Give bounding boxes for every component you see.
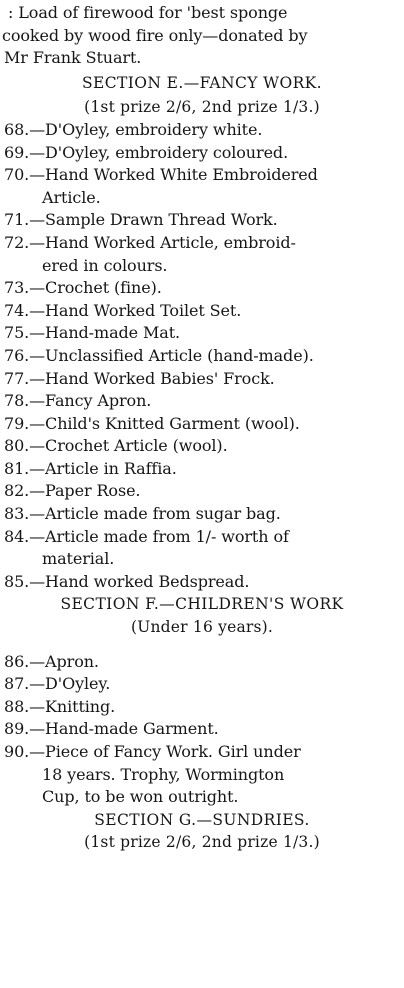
list-item: 77.—Hand Worked Babies' Frock. [4, 368, 275, 388]
list-item: 83.—Article made from sugar bag. [4, 504, 281, 524]
list-item: 84.—Article made from 1/- worth of [4, 526, 289, 546]
list-item: 90.—Piece of Fancy Work. Girl under [4, 742, 301, 761]
list-item: 71.—Sample Drawn Thread Work. [4, 210, 278, 230]
list-item: 87.—D'Oyley. [4, 674, 111, 694]
list-item: 75.—Hand-made Mat. [4, 323, 181, 343]
section-f-subheading: (Under 16 years). [130, 618, 274, 637]
list-item: 89.—Hand-made Garment. [4, 719, 219, 739]
section-e-heading: SECTION E.—FANCY WORK. [82, 73, 322, 92]
section-e-prizes: (1st prize 2/6, 2nd prize 1/3.) [84, 98, 320, 117]
list-item: 86.—Apron. [4, 651, 99, 671]
intro-line-1: : Load of firewood for 'best sponge [8, 3, 288, 22]
list-item: 88.—Knitting. [4, 696, 116, 716]
list-item: 85.—Hand worked Bedspread. [4, 571, 250, 591]
intro-line-2: cooked by wood fire only—donated by [2, 25, 308, 45]
list-item: 82.—Paper Rose. [4, 481, 141, 501]
list-item: 70.—Hand Worked White Embroidered [4, 165, 318, 185]
list-item: 74.—Hand Worked Toilet Set. [4, 300, 242, 320]
list-item: 68.—D'Oyley, embroidery white. [4, 119, 263, 139]
intro-line-3: Mr Frank Stuart. [4, 48, 142, 68]
list-item: 81.—Article in Raffia. [4, 458, 177, 478]
list-item: 80.—Crochet Article (wool). [4, 436, 228, 456]
list-item: 73.—Crochet (fine). [4, 278, 162, 298]
section-f-list [0, 651, 404, 809]
section-g-prizes: (1st prize 2/6, 2nd prize 1/3.) [84, 833, 320, 852]
list-item-continuation: ered in colours. [42, 255, 168, 275]
list-item: 79.—Child's Knitted Garment (wool). [4, 413, 300, 433]
list-item-continuation: Article. [42, 187, 101, 207]
list-item-continuation: material. [42, 549, 115, 569]
list-item-continuation: 18 years. Trophy, Wormington [42, 764, 285, 784]
list-item: 72.—Hand Worked Article, embroid- [4, 232, 296, 252]
section-f-heading: SECTION F.—CHILDREN'S WORK [60, 595, 344, 614]
section-e-list [0, 119, 404, 593]
list-item: 76.—Unclassified Article (hand-made). [4, 345, 314, 365]
section-g-heading: SECTION G.—SUNDRIES. [94, 810, 310, 829]
list-item: 69.—D'Oyley, embroidery coloured. [4, 142, 289, 162]
list-item: 78.—Fancy Apron. [4, 391, 152, 411]
list-item-continuation: Cup, to be won outright. [42, 787, 239, 807]
